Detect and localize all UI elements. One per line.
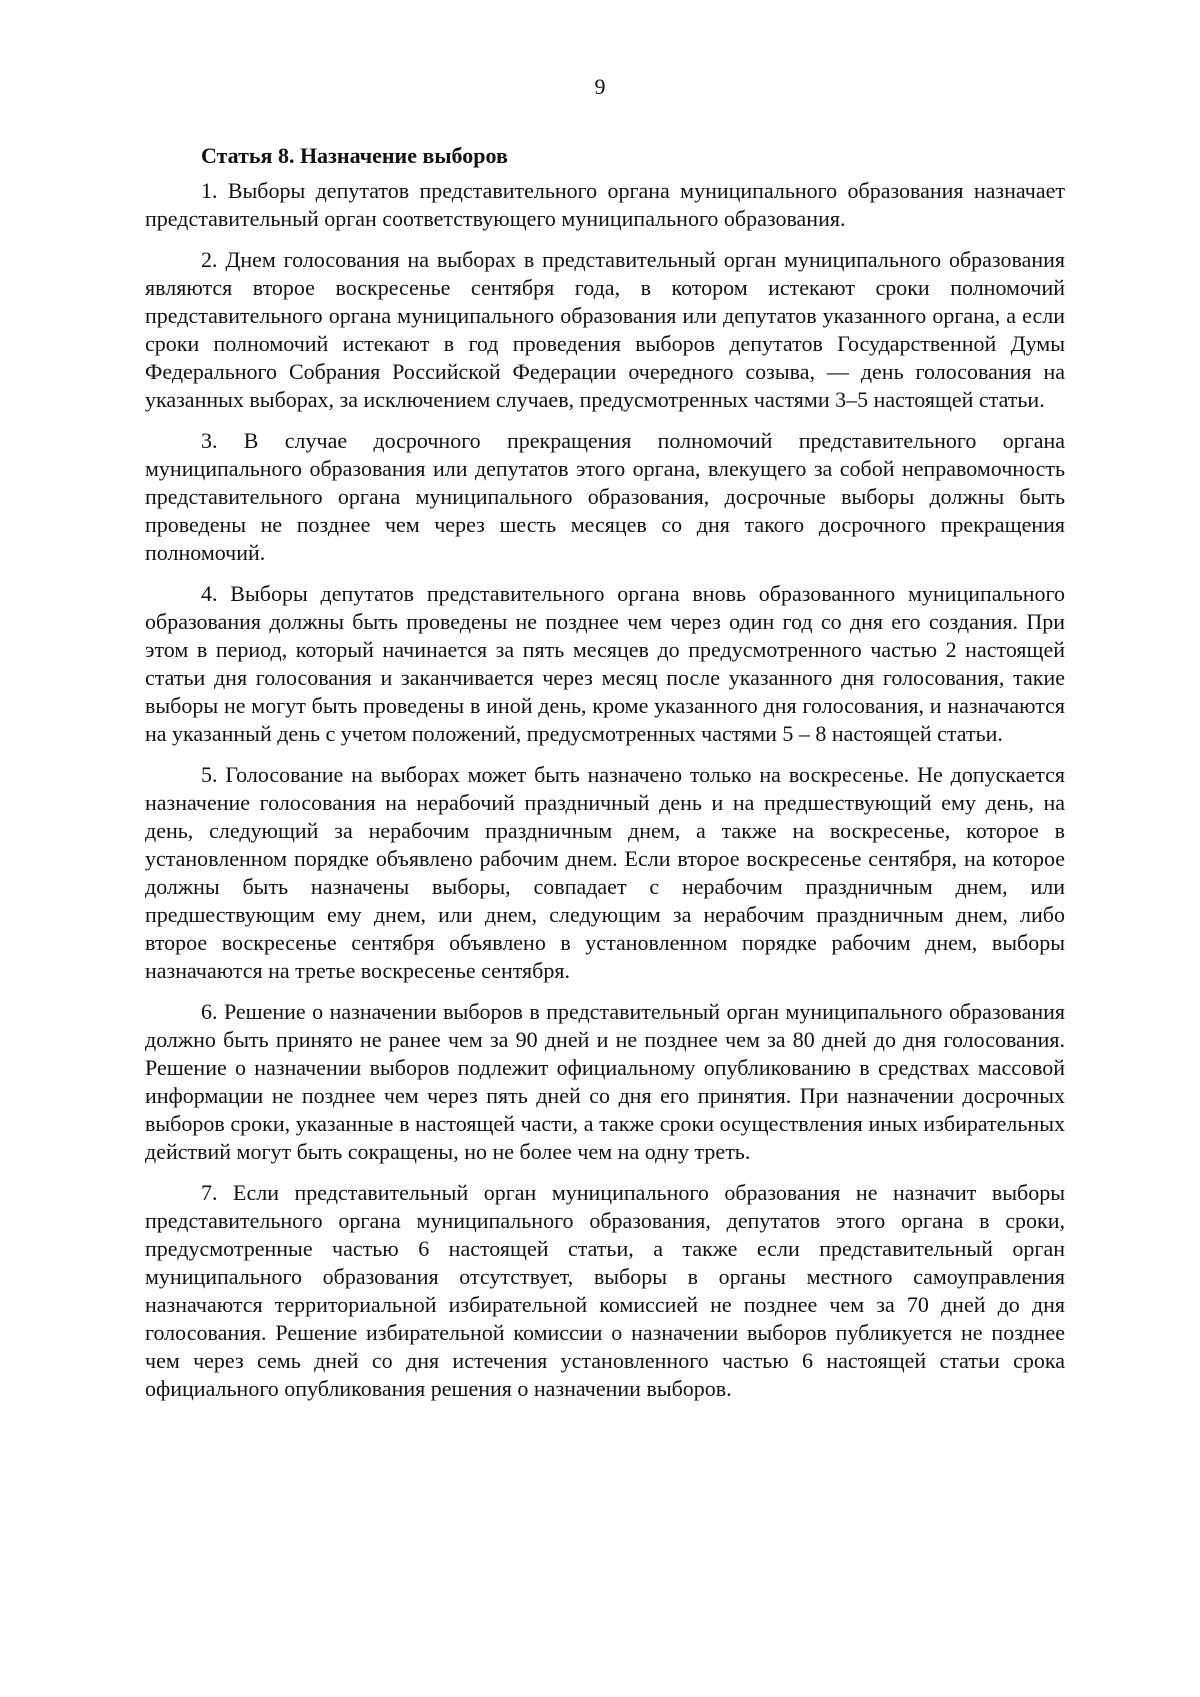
article-paragraph-6: 6. Решение о назначении выборов в представительный орган муниципального образования должно быть принято не ранее чем за 90 дней и не позднее чем за 80 дней до дня голосования. Решение о назначении выборов подлежит официальному опубликованию в средствах массовой информации не позднее чем через пять дней со дня его принятия. При назначении досрочных выборов сроки, указанные в настоящей части, а также сроки осуществления иных избирательных действий могут быть сокращены, но не более чем на одну треть. xyxy=(145,999,1065,1164)
page-number: 9 xyxy=(594,74,606,99)
article-paragraph-4: 4. Выборы депутатов представительного органа вновь образованного муниципального образования должны быть проведены не позднее чем через один год со дня его создания. При этом в период, который начинается за пять месяцев до предусмотренного частью 2 настоящей статьи дня голосования и заканчивается через месяц после указанного дня голосования, такие выборы не могут быть проведены в иной день, кроме указанного дня голосования, и назначаются на указанный день с учетом положений, предусмотренных частями 5 – 8 настоящей статьи. xyxy=(145,581,1065,746)
article-paragraph-7: 7. Если представительный орган муниципального образования не назначит выборы представительного органа муниципального образования, депутатов этого органа в сроки, предусмотренные частью 6 настоящей статьи, а также если представительный орган муниципального образования отсутствует, выборы в органы местного самоуправления назначаются территориальной избирательной комиссией не позднее чем за 70 дней до дня голосования. Решение избирательной комиссии о назначении выборов публикуется не позднее чем через семь дней со дня истечения установленного частью 6 настоящей статьи срока официального опубликования решения о назначении выборов. xyxy=(145,1180,1065,1401)
article-paragraph-2: 2. Днем голосования на выборах в представительный орган муниципального образования являются второе воскресенье сентября года, в котором истекают сроки полномочий представительного органа муниципального образования или депутатов указанного органа, а если сроки полномочий истекают в год проведения выборов депутатов Государственной Думы Федерального Собрания Российской Федерации очередного созыва, — день голосования на указанных выборах, за исключением случаев, предусмотренных частями 3–5 настоящей статьи. xyxy=(145,247,1065,412)
article-paragraph-3: 3. В случае досрочного прекращения полномочий представительного органа муниципального образования или депутатов этого органа, влекущего за собой неправомочность представительного органа муниципального образования, досрочные выборы должны быть проведены не позднее чем через шесть месяцев со дня такого досрочного прекращения полномочий. xyxy=(145,428,1065,565)
article-title: Статья 8. Назначение выборов xyxy=(201,143,508,168)
article-paragraph-5: 5. Голосование на выборах может быть назначено только на воскресенье. Не допускается назначение голосования на нерабочий праздничный день и на предшествующий ему день, на день, следующий за нерабочим праздничным днем, а также на воскресенье, которое в установленном порядке объявлено рабочим днем. Если второе воскресенье сентября, на которое должны быть назначены выборы, совпадает с нерабочим праздничным днем, или предшествующим ему днем, или днем, следующим за нерабочим праздничным днем, либо второе воскресенье сентября объявлено в установленном порядке рабочим днем, выборы назначаются на третье воскресенье сентября. xyxy=(145,762,1065,983)
article-paragraph-1: 1. Выборы депутатов представительного органа муниципального образования назначает представительный орган соответствующего муниципального образования. xyxy=(145,178,1065,231)
article-body xyxy=(145,142,1065,1416)
